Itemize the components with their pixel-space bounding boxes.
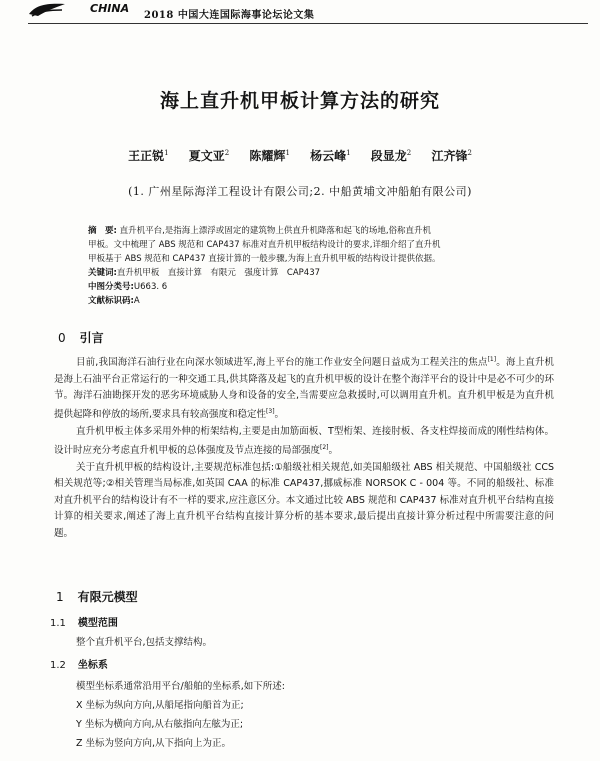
section-heading-fem: 1 有限元模型	[56, 590, 138, 604]
author: 江齐锋$^2$	[431, 149, 472, 163]
coordinates-intro: 模型坐标系通常沿用平台/船舶的坐标系,如下所述:	[76, 681, 285, 692]
coordinate-item-z: Z 坐标为竖向方向,从下指向上为正。	[76, 738, 232, 749]
abstract-line: 甲板。文中梳理了 ABS 规范和 CAP437 标准对直升机甲板结构设计的要求,详细介绍了直升机	[88, 240, 441, 250]
author-list	[0, 147, 600, 164]
coordinate-item-x: X 坐标为纵向方向,从船尾指向船首为正;	[76, 700, 244, 711]
intro-paragraph-3: 关于直升机甲板的结构设计,主要规范标准包括:①船级社相关规范,如美国船级社 ABS 相关规范、中国船级社 CCS 相关规范等;②相关管理当局标准,如英国 CAA 的标准 CAP437,挪威标准 NORSOK C - 004 等。不同的船级社、标准对直升机平台的结构设计有不一样的要求,应注意区分。本文通过比较 ABS 规范和 CAP437 标准对直升机平台结构直接计算的相关要求,阐述了海上直升机平台结构直接计算分析的基本要求,最后提出直接计算分析过程中所需要注意的问题。	[54, 461, 554, 539]
author: 段显龙$^2$	[370, 149, 412, 163]
coordinate-item-y: Y 坐标为横向方向,从右舷指向左舷为正;	[76, 719, 244, 730]
subsection-heading-coordinates: 1.2 坐标系	[50, 660, 108, 671]
affiliation: (1. 广州星际海洋工程设计有限公司;2. 中船黄埔文冲船舶有限公司)	[128, 185, 472, 198]
logo-text: CHINA	[90, 2, 130, 15]
paper-title: 海上直升机甲板计算方法的研究	[159, 90, 440, 112]
page-header	[28, 0, 588, 24]
author: 陈耀辉$^1$	[249, 149, 290, 163]
intro-paragraph-2: 直升机甲板主体多采用外伸的桁架结构,主要是由加筋面板、T型桁架、连接肘板、各支柱焊接而成的刚性结构体。设计时应充分考虑直升机甲板的总体强度及节点连接的局部强度[2]。	[54, 425, 554, 457]
header-rule	[28, 23, 588, 24]
document-code: 文献标识码:A	[88, 296, 140, 306]
clc-number: 中图分类号:U663. 6	[88, 282, 168, 292]
intro-paragraph-1: 目前,我国海洋石油行业在向深水领域进军,海上平台的施工作业安全问题日益成为工程关注的焦点[1]。海上直升机是海上石油平台正常运行的一种交通工具,供其降落及起飞的直升机甲板的设计在整个海洋平台的设计中是必不可少的环节。海洋石油勘探开发的恶劣环境威胁人身和设备的安全,当需要应急救援时,可以调用直升机。直升机甲板是为直升机提供起降和停放的场所,要求具有较高强度和稳定性[3]。	[54, 356, 554, 421]
author: 夏文亚$^2$	[188, 149, 230, 163]
author: 杨云峰$^1$	[310, 149, 351, 163]
intro-body	[54, 352, 554, 542]
section-heading-intro: 0 引言	[58, 331, 104, 345]
keywords: 关键词:直升机甲板 直接计算 有限元 强度计算 CAP437	[88, 268, 321, 278]
header-title: 2018 中国大连国际海事论坛论文集	[144, 10, 315, 21]
abstract-line: 甲板基于 ABS 规范和 CAP437 直接计算的一般步骤,为海上直升机甲板的结构设计提供依据。	[88, 254, 441, 264]
author: 王正锐$^1$	[128, 149, 169, 163]
model-scope-text: 整个直升机平台,包括支撑结构。	[76, 637, 213, 648]
subsection-heading-model-scope: 1.1 模型范围	[50, 618, 118, 629]
abstract	[88, 224, 548, 308]
abstract-line: 摘 要: 直升机平台,是指海上漂浮或固定的建筑物上供直升机降落和起飞的场地,俗称直升机	[88, 226, 432, 236]
ship-logo-icon	[28, 2, 66, 18]
